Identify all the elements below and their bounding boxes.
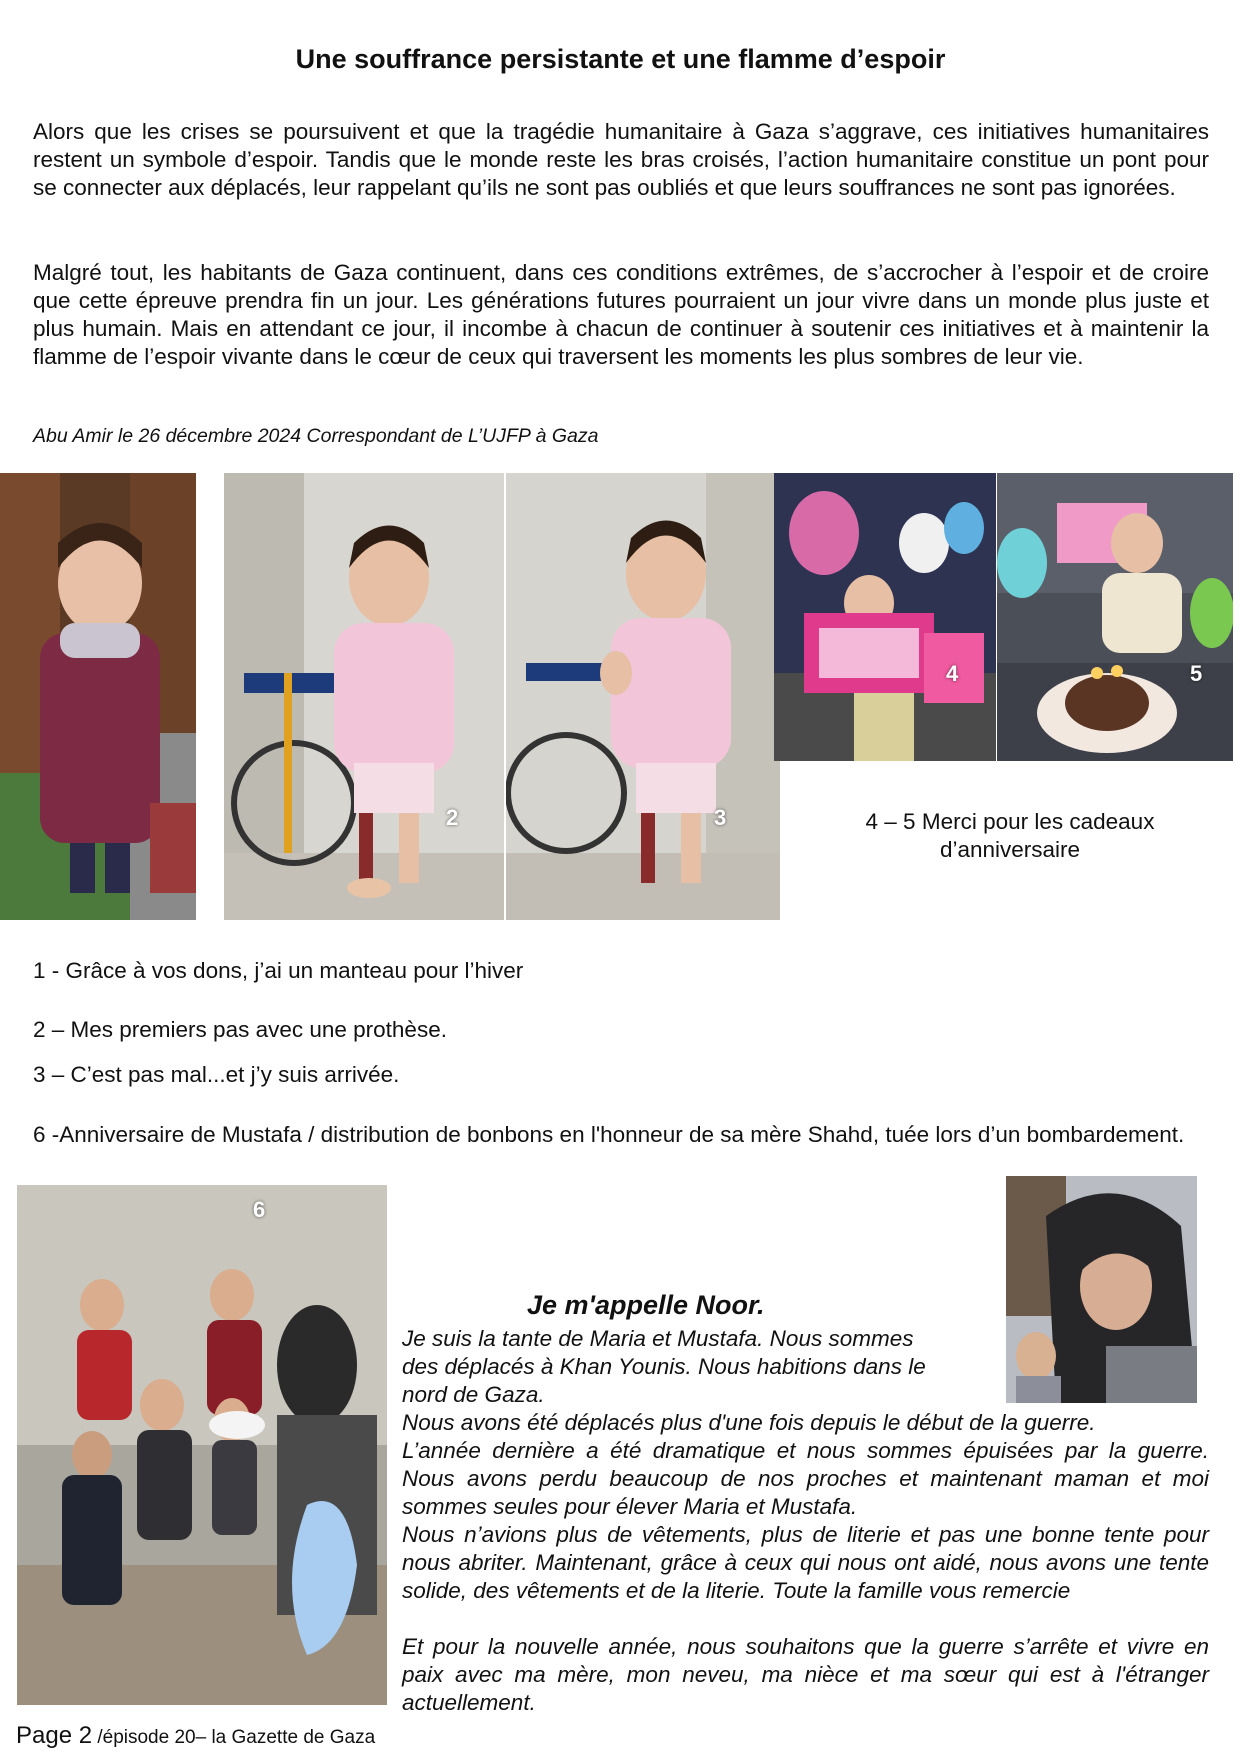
page-footer: [16, 1722, 375, 1750]
page-title: Une souffrance persistante et une flamme d’espoir: [295, 44, 946, 74]
noor-title: Je m'appelle Noor.: [527, 1290, 765, 1320]
photo-4-gifts: [774, 473, 996, 761]
page-number: Page 2: [16, 1722, 93, 1749]
signature: Abu Amir le 26 décembre 2024 Correspondant de L’UJFP à Gaza: [33, 425, 599, 447]
noor-intro-line-2: des déplacés à Khan Younis. Nous habitions dans le: [402, 1354, 926, 1379]
photo-number-5: 5: [1190, 661, 1203, 686]
episode-label: /épisode 20– la Gazette de Gaza: [92, 1727, 376, 1748]
photo-2-first-steps: [224, 473, 504, 920]
noor-body-3: Et pour la nouvelle année, nous souhaitons que la guerre s’arrête et vivre en paix avec ma mère, mon neveu, ma nièce et ma sœur qui est à l'étranger actuellement.: [402, 1634, 1209, 1715]
paragraph-2: Malgré tout, les habitants de Gaza continuent, dans ces conditions extrêmes, de s’accrocher à l’espoir et de croire que cette épreuve prendra fin un jour. Les générations futures pourraient un jour vivre dans un monde plus juste et plus humain. Mais en attendant ce jour, il incombe à chacun de continuer à soutenir ces initiatives et à maintenir la flamme de l’espoir vivante dans le cœur de ceux qui traversent les moments les plus sombres de leur vie.: [33, 260, 1209, 369]
photo-6-candy-distribution: [17, 1185, 387, 1705]
noor-first-line: Nous avons été déplacés plus d'une fois depuis le début de la guerre.: [402, 1410, 1096, 1435]
photo-number-3: 3: [714, 805, 727, 830]
photo-number-2: 2: [446, 805, 459, 830]
photo-number-4: 4: [946, 661, 959, 686]
photo-1-girl-coat: [0, 473, 196, 920]
caption-4-5: 4 – 5 Merci pour les cadeaux d’anniversaire: [865, 809, 1155, 862]
noor-intro-line-1: Je suis la tante de Maria et Mustafa. Nous sommes: [402, 1326, 914, 1351]
photo-noor-portrait: [1006, 1176, 1197, 1403]
photo-3-thumbs-up: [506, 473, 780, 920]
noor-body-2: Nous n’avions plus de vêtements, plus de literie et pas une bonne tente pour nous abriter. Maintenant, grâce à ceux qui nous ont aidé, nous avons une tente solide, des vêtements et de la literie. Toute la famille vous remercie: [402, 1522, 1209, 1603]
caption-2: 2 – Mes premiers pas avec une prothèse.: [33, 1017, 447, 1042]
photo-number-6: 6: [253, 1197, 266, 1222]
caption-3: 3 – C’est pas mal...et j’y suis arrivée.: [33, 1062, 400, 1087]
noor-intro-line-3: nord de Gaza.: [402, 1382, 545, 1407]
paragraph-1: Alors que les crises se poursuivent et que la tragédie humanitaire à Gaza s’aggrave, ces initiatives humanitaires restent un symbole d’espoir. Tandis que le monde reste les bras croisés, l’action humanitaire constitue un pont pour se connecter aux déplacés, leur rappelant qu’ils ne sont pas oubliés et que leurs souffrances ne sont pas ignorées.: [33, 119, 1209, 200]
noor-intro: [402, 1325, 1002, 1409]
caption-6: 6 -Anniversaire de Mustafa / distribution de bonbons en l'honneur de sa mère Shahd, tuée lors d’un bombardement.: [33, 1122, 1185, 1147]
photo-5-birthday-cake: [997, 473, 1233, 761]
noor-body-1: L’année dernière a été dramatique et nous sommes épuisées par la guerre. Nous avons perdu beaucoup de nos proches et maintenant maman et moi sommes seules pour élever Maria et Mustafa.: [402, 1438, 1209, 1519]
caption-1: 1 - Grâce à vos dons, j’ai un manteau pour l’hiver: [33, 958, 524, 983]
